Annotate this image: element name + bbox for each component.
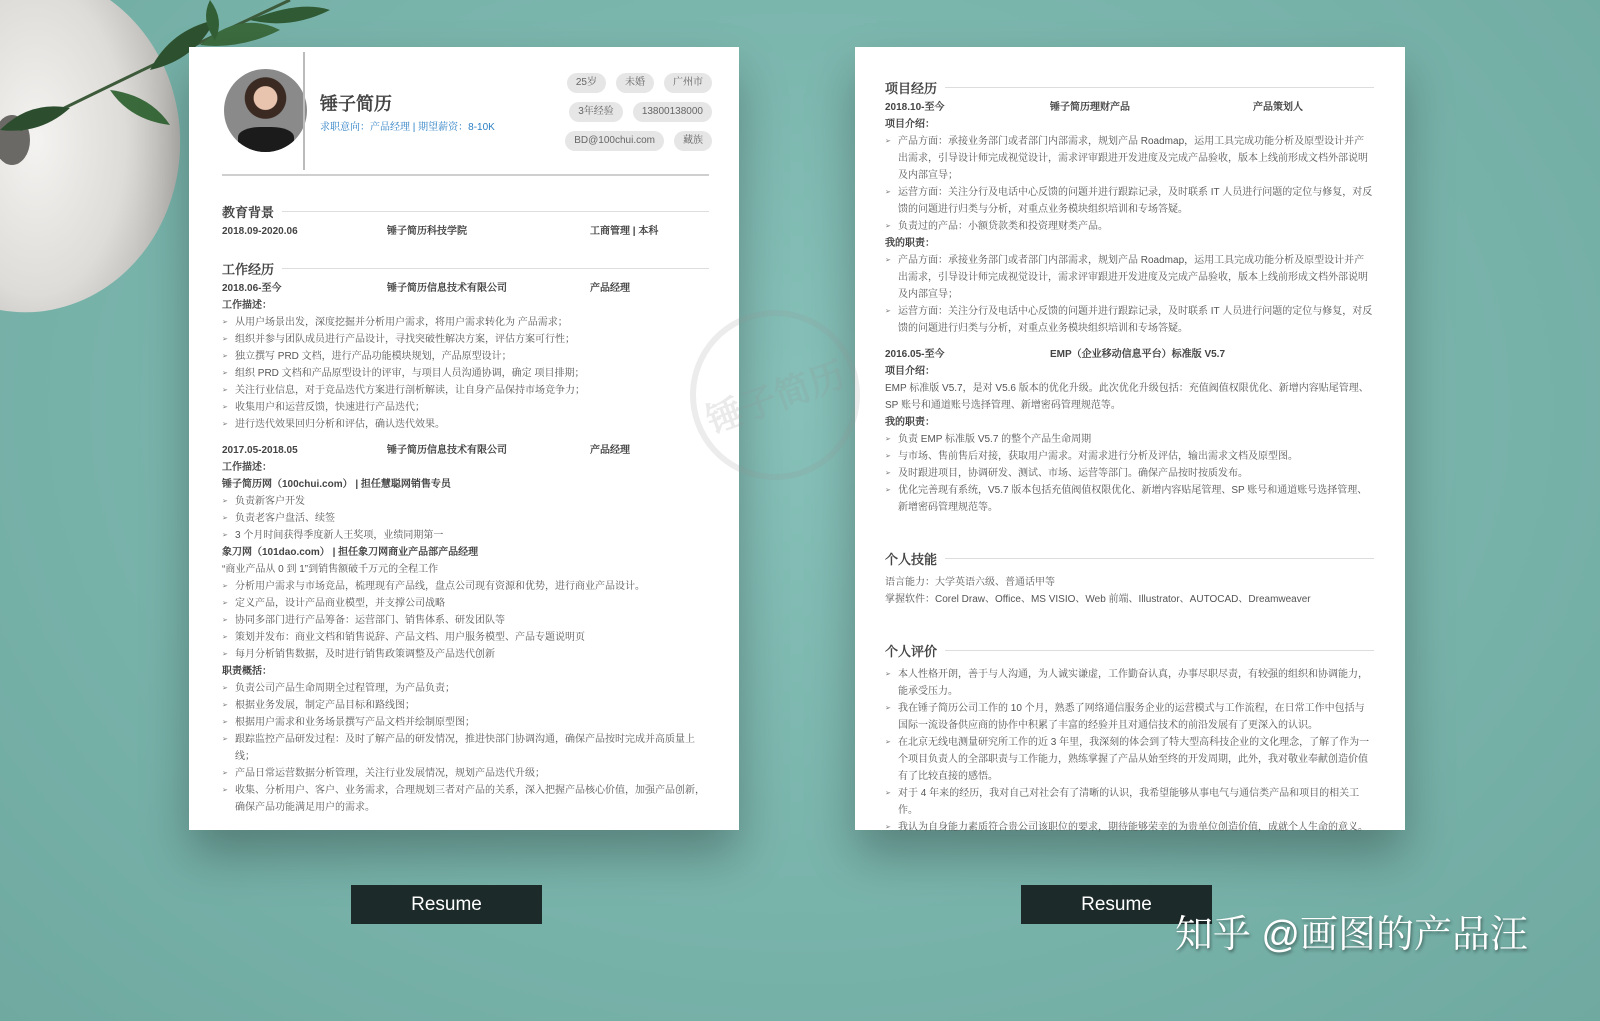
entry-date: 2016.05-至今 xyxy=(885,349,945,360)
info-tags xyxy=(522,73,712,160)
list-item-text: 跟踪监控产品研发过程：及时了解产品的研发情况，推进快部门协调沟通，确保产品按时完成并高质量上线； xyxy=(235,734,695,762)
info-tag: 13800138000 xyxy=(633,102,712,122)
list-item-text: 与市场、售前售后对接，获取用户需求。对需求进行分析及评估，输出需求文档及原型图。 xyxy=(898,451,1298,462)
section-title: 个人技能 xyxy=(885,546,1374,570)
list-item xyxy=(222,382,709,399)
entry-row xyxy=(222,280,709,297)
entry-role xyxy=(1253,346,1374,363)
list-item-text: 运营方面：关注分行及电话中心反馈的问题并进行跟踪记录，及时联系 IT 人员进行问题的定位与修复，对反馈的问题进行归类与分析，对重点业务模块组织培训和专场答疑。 xyxy=(898,306,1373,334)
list-item-text: 在北京无线电测量研究所工作的近 3 年里，我深刻的体会到了特大型高科技企业的文化理念，了解了作为一个项目负责人的全部职责与工作能力，熟练掌握了产品从始至终的开发周期，此外，我对敬业奉献创造价值有了比较直接的感悟。 xyxy=(898,737,1370,782)
list-item xyxy=(222,527,709,544)
list-item xyxy=(222,612,709,629)
list-item-text: 进行迭代效果回归分析和评估，确认迭代效果。 xyxy=(235,419,445,430)
arrow-bullet-icon: ➢ xyxy=(222,651,228,658)
arrow-bullet-icon: ➢ xyxy=(222,787,228,794)
list-item-text: 分析用户需求与市场竞品，梳理现有产品线，盘点公司现有资源和优势，进行商业产品设计。 xyxy=(235,581,645,592)
list-item-text: 组织 PRD 文档和产品原型设计的评审，与项目人员沟通协调，确定 项目排期； xyxy=(235,368,585,379)
entry-organization: 锤子简历科技学院 xyxy=(387,226,467,237)
arrow-bullet-icon: ➢ xyxy=(222,498,228,505)
list-item-text: 收集、分析用户、客户、业务需求，合理规划三者对产品的关系，深入把握产品核心价值，加强产品创新，确保产品功能满足用户的需求。 xyxy=(235,785,705,813)
entry-role: 产品经理 xyxy=(590,283,630,294)
list-item xyxy=(222,331,709,348)
arrow-bullet-icon: ➢ xyxy=(885,824,891,831)
list-item xyxy=(885,431,1374,448)
list-item xyxy=(885,465,1374,482)
arrow-bullet-icon: ➢ xyxy=(222,702,228,709)
section-title: 项目经历 xyxy=(885,75,1374,99)
entry-role: 工商管理 | 本科 xyxy=(590,226,659,237)
list-item-text: 及时跟进项目，协调研发、测试、市场、运营等部门。确保产品按时按质发布。 xyxy=(898,468,1248,479)
arrow-bullet-icon: ➢ xyxy=(222,617,228,624)
arrow-bullet-icon: ➢ xyxy=(222,634,228,641)
list-item xyxy=(222,365,709,382)
list-item-text: 根据用户需求和业务场景撰写产品文档并绘制原型图； xyxy=(235,717,475,728)
subheading: 工作描述： xyxy=(222,462,272,473)
entry-date: 2018.09-2020.06 xyxy=(222,226,298,237)
job-intent: 求职意向：产品经理 | 期望薪资：8-10K xyxy=(320,122,495,133)
candidate-name: 锤子简历 xyxy=(320,94,392,114)
arrow-bullet-icon: ➢ xyxy=(885,790,891,797)
entry-date: 2017.05-2018.05 xyxy=(222,445,298,456)
arrow-bullet-icon: ➢ xyxy=(222,353,228,360)
list-item-text: 负责公司产品生命周期全过程管理，为产品负责； xyxy=(235,683,455,694)
arrow-bullet-icon: ➢ xyxy=(885,138,891,145)
arrow-bullet-icon: ➢ xyxy=(222,685,228,692)
resume-page-1 xyxy=(189,47,739,830)
list-item-text: 负责过的产品：小额贷款类和投资理财类产品。 xyxy=(898,221,1108,232)
arrow-bullet-icon: ➢ xyxy=(222,370,228,377)
tag-row xyxy=(522,131,712,151)
list-item xyxy=(222,765,709,782)
list-item-text: 组织并参与团队成员进行产品设计，寻找突破性解决方案，评估方案可行性； xyxy=(235,334,575,345)
arrow-bullet-icon: ➢ xyxy=(222,421,228,428)
list-item xyxy=(885,448,1374,465)
stamp-watermark: 锤子简历 xyxy=(666,286,884,504)
entry-role: 产品策划人 xyxy=(1253,102,1303,113)
list-item-text: 我在锤子简历公司工作的 10 个月，熟悉了网络通信服务企业的运营模式与工作流程，在日常工作中包括与国际一流设备供应商的协作中积累了丰富的经验并且对通信技术的前沿发展有了更深入的认识。 xyxy=(898,703,1365,731)
list-item xyxy=(222,578,709,595)
list-item xyxy=(222,510,709,527)
list-item-text: 负责新客户开发 xyxy=(235,496,305,507)
list-item xyxy=(222,629,709,646)
subheading: 项目介绍： xyxy=(885,366,935,377)
entry-organization: 锤子简历信息技术有限公司 xyxy=(387,283,507,294)
avatar xyxy=(224,69,307,152)
arrow-bullet-icon: ➢ xyxy=(222,719,228,726)
arrow-bullet-icon: ➢ xyxy=(885,739,891,746)
resume-button-left[interactable]: Resume xyxy=(351,885,542,924)
list-item xyxy=(885,734,1374,785)
entry-organization: 锤子简历理财产品 xyxy=(1050,102,1130,113)
subheading: 职责概括： xyxy=(222,666,272,677)
arrow-bullet-icon: ➢ xyxy=(885,189,891,196)
paragraph: EMP 标准版 V5.7，是对 V5.6 版本的优化升级。此次优化升级包括：充值阀值权限优化、新增内容贴尾管理、SP 账号和通道账号选择管理、新增密码管理规范等。 xyxy=(885,383,1369,411)
list-item xyxy=(222,782,709,816)
arrow-bullet-icon: ➢ xyxy=(885,487,891,494)
entry-date: 2018.06-至今 xyxy=(222,283,282,294)
tag-row xyxy=(522,102,712,122)
arrow-bullet-icon: ➢ xyxy=(222,336,228,343)
arrow-bullet-icon: ➢ xyxy=(885,453,891,460)
subheading: 锤子简历网（100chui.com） | 担任慧聪网销售专员 xyxy=(222,479,451,490)
list-item-text: 收集用户和运营反馈，快速进行产品迭代； xyxy=(235,402,425,413)
list-item xyxy=(222,697,709,714)
arrow-bullet-icon: ➢ xyxy=(222,736,228,743)
list-item-text: 产品日常运营数据分析管理，关注行业发展情况，规划产品迭代升级； xyxy=(235,768,545,779)
list-item-text: 运营方面：关注分行及电话中心反馈的问题并进行跟踪记录，及时联系 IT 人员进行问题的定位与修复，对反馈的问题进行归类与分析，对重点业务模块组织培训和专场答疑。 xyxy=(898,187,1373,215)
list-item-text: 负责老客户盘活、续签 xyxy=(235,513,335,524)
arrow-bullet-icon: ➢ xyxy=(885,257,891,264)
arrow-bullet-icon: ➢ xyxy=(885,671,891,678)
divider xyxy=(303,52,305,170)
list-item-text: 3 个月时间获得季度新人王奖项，业绩同期第一 xyxy=(235,530,444,541)
subheading: 我的职责： xyxy=(885,417,935,428)
info-tag: 3年经验 xyxy=(569,102,623,122)
arrow-bullet-icon: ➢ xyxy=(222,404,228,411)
list-item xyxy=(885,785,1374,819)
list-item-text: 定义产品，设计产品商业模型，并支撑公司战略 xyxy=(235,598,445,609)
entry-row xyxy=(885,99,1374,116)
profile-header xyxy=(222,47,709,176)
list-item-text: 负责 EMP 标准版 V5.7 的整个产品生命周期 xyxy=(898,434,1092,445)
zhihu-watermark: 知乎 @画图的产品汪 xyxy=(1174,914,1528,956)
list-item xyxy=(885,218,1374,235)
list-item-text: 产品方面：承接业务部门或者部门内部需求，规划产品 Roadmap，运用工具完成功能分析及原型设计并产出需求，引导设计师完成视觉设计，需求评审跟进开发进度及完成产品验收，版本上线前形成文档外部说明及内部宣导； xyxy=(898,136,1368,181)
list-item-text: 关注行业信息，对于竞品迭代方案进行剖析解读，让自身产品保持市场竞争力； xyxy=(235,385,585,396)
arrow-bullet-icon: ➢ xyxy=(885,470,891,477)
arrow-bullet-icon: ➢ xyxy=(885,223,891,230)
arrow-bullet-icon: ➢ xyxy=(885,436,891,443)
resume-page-2 xyxy=(855,47,1405,833)
list-item xyxy=(222,595,709,612)
section-title: 工作经历 xyxy=(222,256,709,280)
subheading: 项目介绍： xyxy=(885,119,935,130)
arrow-bullet-icon: ➢ xyxy=(885,308,891,315)
list-item xyxy=(222,646,709,663)
paragraph: 掌握软件：Corel Draw、Office、MS VISIO、Web 前端、Illustrator、AUTOCAD、Dreamweaver xyxy=(885,594,1311,605)
list-item xyxy=(222,731,709,765)
list-item-text: 策划并发布：商业文档和销售说辞、产品文档、用户服务模型、产品专题说明页 xyxy=(235,632,585,643)
list-item-text: 协同多部门进行产品筹备：运营部门、销售体系、研发团队等 xyxy=(235,615,505,626)
arrow-bullet-icon: ➢ xyxy=(222,532,228,539)
arrow-bullet-icon: ➢ xyxy=(222,319,228,326)
subheading: 工作描述： xyxy=(222,300,272,311)
entry-organization: EMP（企业移动信息平台）标准版 V5.7 xyxy=(1050,349,1226,360)
list-item xyxy=(222,493,709,510)
section-title: 教育背景 xyxy=(222,199,709,223)
list-item xyxy=(885,819,1374,836)
list-item-text: 优化完善现有系统，V5.7 版本包括充值阀值权限优化、新增内容贴尾管理、SP 账号和通道账号选择管理、新增密码管理规范等。 xyxy=(898,485,1368,513)
list-item-text: 独立撰写 PRD 文档，进行产品功能模块规划，产品原型设计； xyxy=(235,351,512,362)
info-tag: BD@100chui.com xyxy=(565,131,664,151)
list-item xyxy=(885,666,1374,700)
subheading: 我的职责： xyxy=(885,238,935,249)
list-item-text: 每月分析销售数据，及时进行销售政策调整及产品迭代创新 xyxy=(235,649,495,660)
info-tag: 未婚 xyxy=(616,73,654,93)
entry-date: 2018.10-至今 xyxy=(885,102,945,113)
list-item xyxy=(222,416,709,433)
list-item xyxy=(885,252,1374,303)
entry-organization: 锤子简历信息技术有限公司 xyxy=(387,445,507,456)
list-item xyxy=(222,399,709,416)
list-item xyxy=(885,303,1374,337)
list-item xyxy=(222,348,709,365)
list-item-text: 对于 4 年来的经历，我对自己对社会有了清晰的认识，我希望能够从事电气与通信类产品和项目的相关工作。 xyxy=(898,788,1360,816)
info-tag: 藏族 xyxy=(674,131,712,151)
info-tag: 广州市 xyxy=(664,73,712,93)
section-title: 个人评价 xyxy=(885,638,1374,662)
list-item xyxy=(885,184,1374,218)
entry-row xyxy=(222,442,709,459)
arrow-bullet-icon: ➢ xyxy=(222,387,228,394)
list-item xyxy=(222,714,709,731)
entry-role: 产品经理 xyxy=(590,445,630,456)
list-item xyxy=(885,133,1374,184)
resume-button-right[interactable]: Resume xyxy=(1021,885,1212,924)
info-tag: 25岁 xyxy=(567,73,606,93)
list-item xyxy=(222,680,709,697)
entry-row xyxy=(222,223,709,240)
tag-row xyxy=(522,73,712,93)
list-item-text: 根据业务发展，制定产品目标和路线图； xyxy=(235,700,415,711)
arrow-bullet-icon: ➢ xyxy=(222,515,228,522)
subheading: 象刀网（101dao.com） | 担任象刀网商业产品部产品经理 xyxy=(222,547,479,558)
arrow-bullet-icon: ➢ xyxy=(885,705,891,712)
list-item-text: 我认为自身能力素质符合贵公司该职位的要求，期待能够荣幸的为贵单位创造价值，成就个人生命的意义。 xyxy=(898,822,1368,833)
list-item xyxy=(885,482,1374,516)
arrow-bullet-icon: ➢ xyxy=(222,583,228,590)
list-item xyxy=(885,700,1374,734)
arrow-bullet-icon: ➢ xyxy=(222,770,228,777)
list-item-text: 产品方面：承接业务部门或者部门内部需求，规划产品 Roadmap，运用工具完成功能分析及原型设计并产出需求，引导设计师完成视觉设计，需求评审跟进开发进度及完成产品验收，版本上线前形成文档外部说明及内部宣导； xyxy=(898,255,1368,300)
list-item-text: 本人性格开朗，善于与人沟通，为人诚实谦虚，工作勤奋认真，办事尽职尽责，有较强的组织和协调能力，能承受压力。 xyxy=(898,669,1368,697)
list-item-text: 从用户场景出发，深度挖掘并分析用户需求，将用户需求转化为 产品需求； xyxy=(235,317,568,328)
paragraph: “商业产品从 0 到 1”到销售额破千万元的全程工作 xyxy=(222,564,439,575)
entry-row xyxy=(885,346,1374,363)
list-item xyxy=(222,314,709,331)
arrow-bullet-icon: ➢ xyxy=(222,600,228,607)
paragraph: 语言能力：大学英语六级、普通话甲等 xyxy=(885,577,1055,588)
